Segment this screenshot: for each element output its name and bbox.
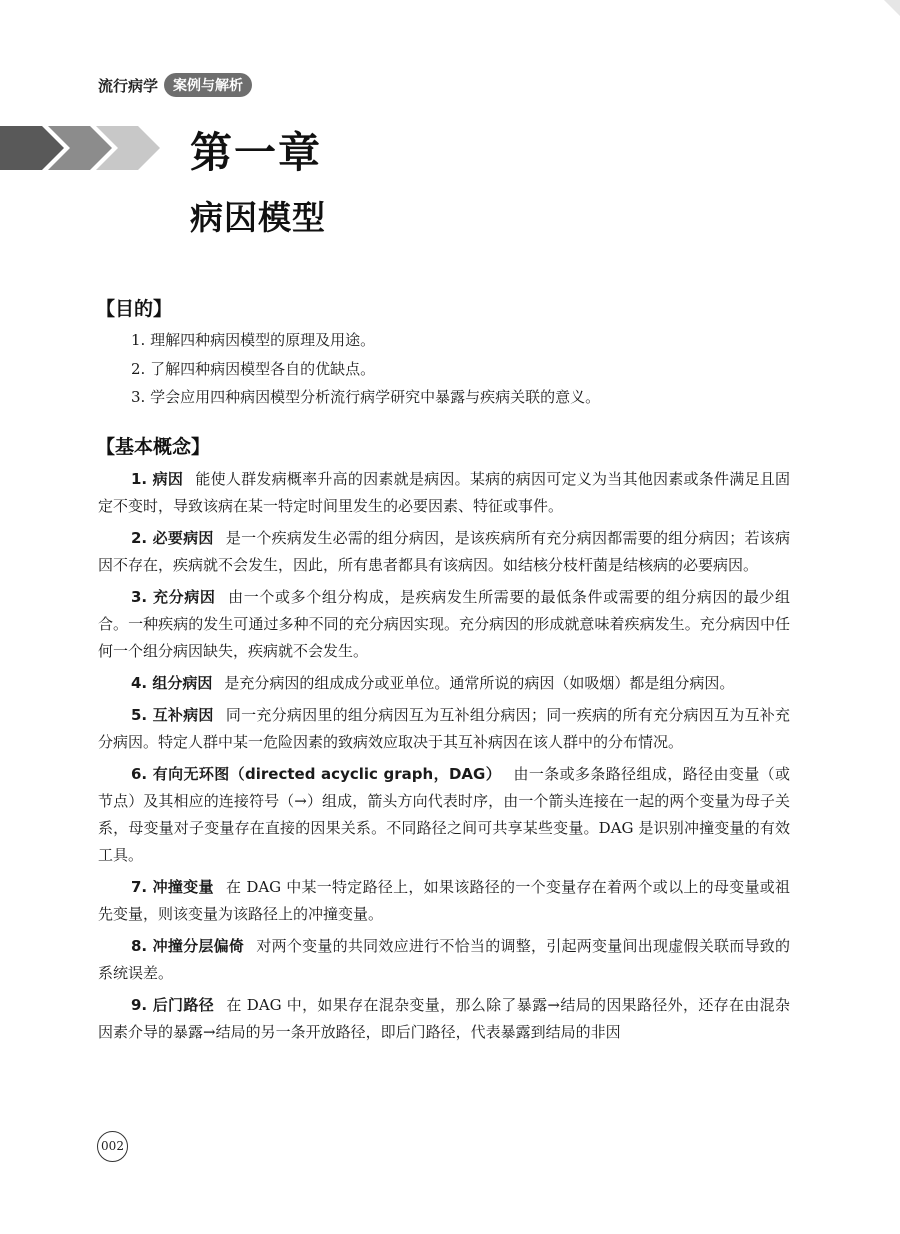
concept-text: 同一充分病因里的组分病因互为互补组分病因；同一疾病的所有充分病因互为互补充分病因。特定人群中某一危险因素的致病效应取决于其互补病因在该人群中的分布情况。 xyxy=(98,706,790,751)
concept-text: 由一条或多条路径组成，路径由变量（或节点）及其相应的连接符号（→）组成，箭头方向代表时序，由一个箭头连接在一起的两个变量为母子关系，母变量对子变量存在直接的因果关系。不同路径之间可共享某些变量。DAG 是识别冲撞变量的有效工具。 xyxy=(98,765,790,864)
concept-text: 在 DAG 中某一特定路径上，如果该路径的一个变量存在着两个或以上的母变量或祖先变量，则该变量为该路径上的冲撞变量。 xyxy=(98,878,790,923)
running-header xyxy=(98,74,252,96)
concepts-list xyxy=(98,466,790,1051)
book-title: 流行病学 xyxy=(98,76,159,95)
chapter-title: 病因模型 xyxy=(190,198,326,237)
concept-item xyxy=(98,992,790,1046)
concepts-heading: 【基本概念】 xyxy=(96,436,211,458)
concept-item xyxy=(98,670,790,697)
concept-text: 在 DAG 中，如果存在混杂变量，那么除了暴露→结局的因果路径外，还存在由混杂因素介导的暴露→结局的另一条开放路径，即后门路径，代表暴露到结局的非因 xyxy=(98,996,790,1041)
chapter-chevron-decoration xyxy=(0,126,180,170)
concept-term: 2. 必要病因 xyxy=(131,529,214,547)
concept-item xyxy=(98,466,790,520)
concept-item xyxy=(98,584,790,665)
concept-text: 是充分病因的组成成分或亚单位。通常所说的病因（如吸烟）都是组分病因。 xyxy=(224,674,735,692)
objectives-heading: 【目的】 xyxy=(96,298,173,320)
objective-item: 2. 了解四种病因模型各自的优缺点。 xyxy=(131,359,376,378)
concept-item xyxy=(98,702,790,756)
concept-term: 5. 互补病因 xyxy=(131,706,214,724)
concept-term: 4. 组分病因 xyxy=(131,674,213,692)
concept-term: 3. 充分病因 xyxy=(131,588,216,606)
chevron-dark xyxy=(0,126,64,170)
concept-term: 9. 后门路径 xyxy=(131,996,215,1014)
concept-term: 8. 冲撞分层偏倚 xyxy=(131,937,245,955)
concept-text: 能使人群发病概率升高的因素就是病因。某病的病因可定义为当其他因素或条件满足且固定不变时，导致该病在某一特定时间里发生的必要因素、特征或事件。 xyxy=(98,470,790,515)
objective-item: 1. 理解四种病因模型的原理及用途。 xyxy=(131,331,376,349)
concept-item xyxy=(98,874,790,928)
concept-text: 对两个变量的共同效应进行不恰当的调整，引起两变量间出现虚假关联而导致的系统误差。 xyxy=(98,937,790,982)
page-number: 002 xyxy=(97,1131,128,1162)
series-label: 案例与解析 xyxy=(164,73,252,97)
objectives-list xyxy=(131,326,811,412)
concept-term: 6. 有向无环图（directed acyclic graph，DAG） xyxy=(131,765,502,783)
concept-item xyxy=(98,525,790,579)
concept-item xyxy=(98,933,790,987)
concept-text: 由一个或多个组分构成，是疾病发生所需要的最低条件或需要的组分病因的最少组合。一种疾病的发生可通过多种不同的充分病因实现。充分病因的形成就意味着疾病发生。充分病因中任何一个组分病因缺失，疾病就不会发生。 xyxy=(98,588,790,660)
concept-term: 1. 病因 xyxy=(131,470,184,488)
objective-item: 3. 学会应用四种病因模型分析流行病学研究中暴露与疾病关联的意义。 xyxy=(131,388,601,406)
chapter-number: 第一章 xyxy=(190,128,323,177)
concept-text: 是一个疾病发生必需的组分病因，是该疾病所有充分病因都需要的组分病因；若该病因不存在，疾病就不会发生，因此，所有患者都具有该病因。如结核分枝杆菌是结核病的必要病因。 xyxy=(98,529,790,574)
page-corner-decoration xyxy=(884,0,900,16)
concept-item xyxy=(98,761,790,869)
concept-term: 7. 冲撞变量 xyxy=(131,878,214,896)
